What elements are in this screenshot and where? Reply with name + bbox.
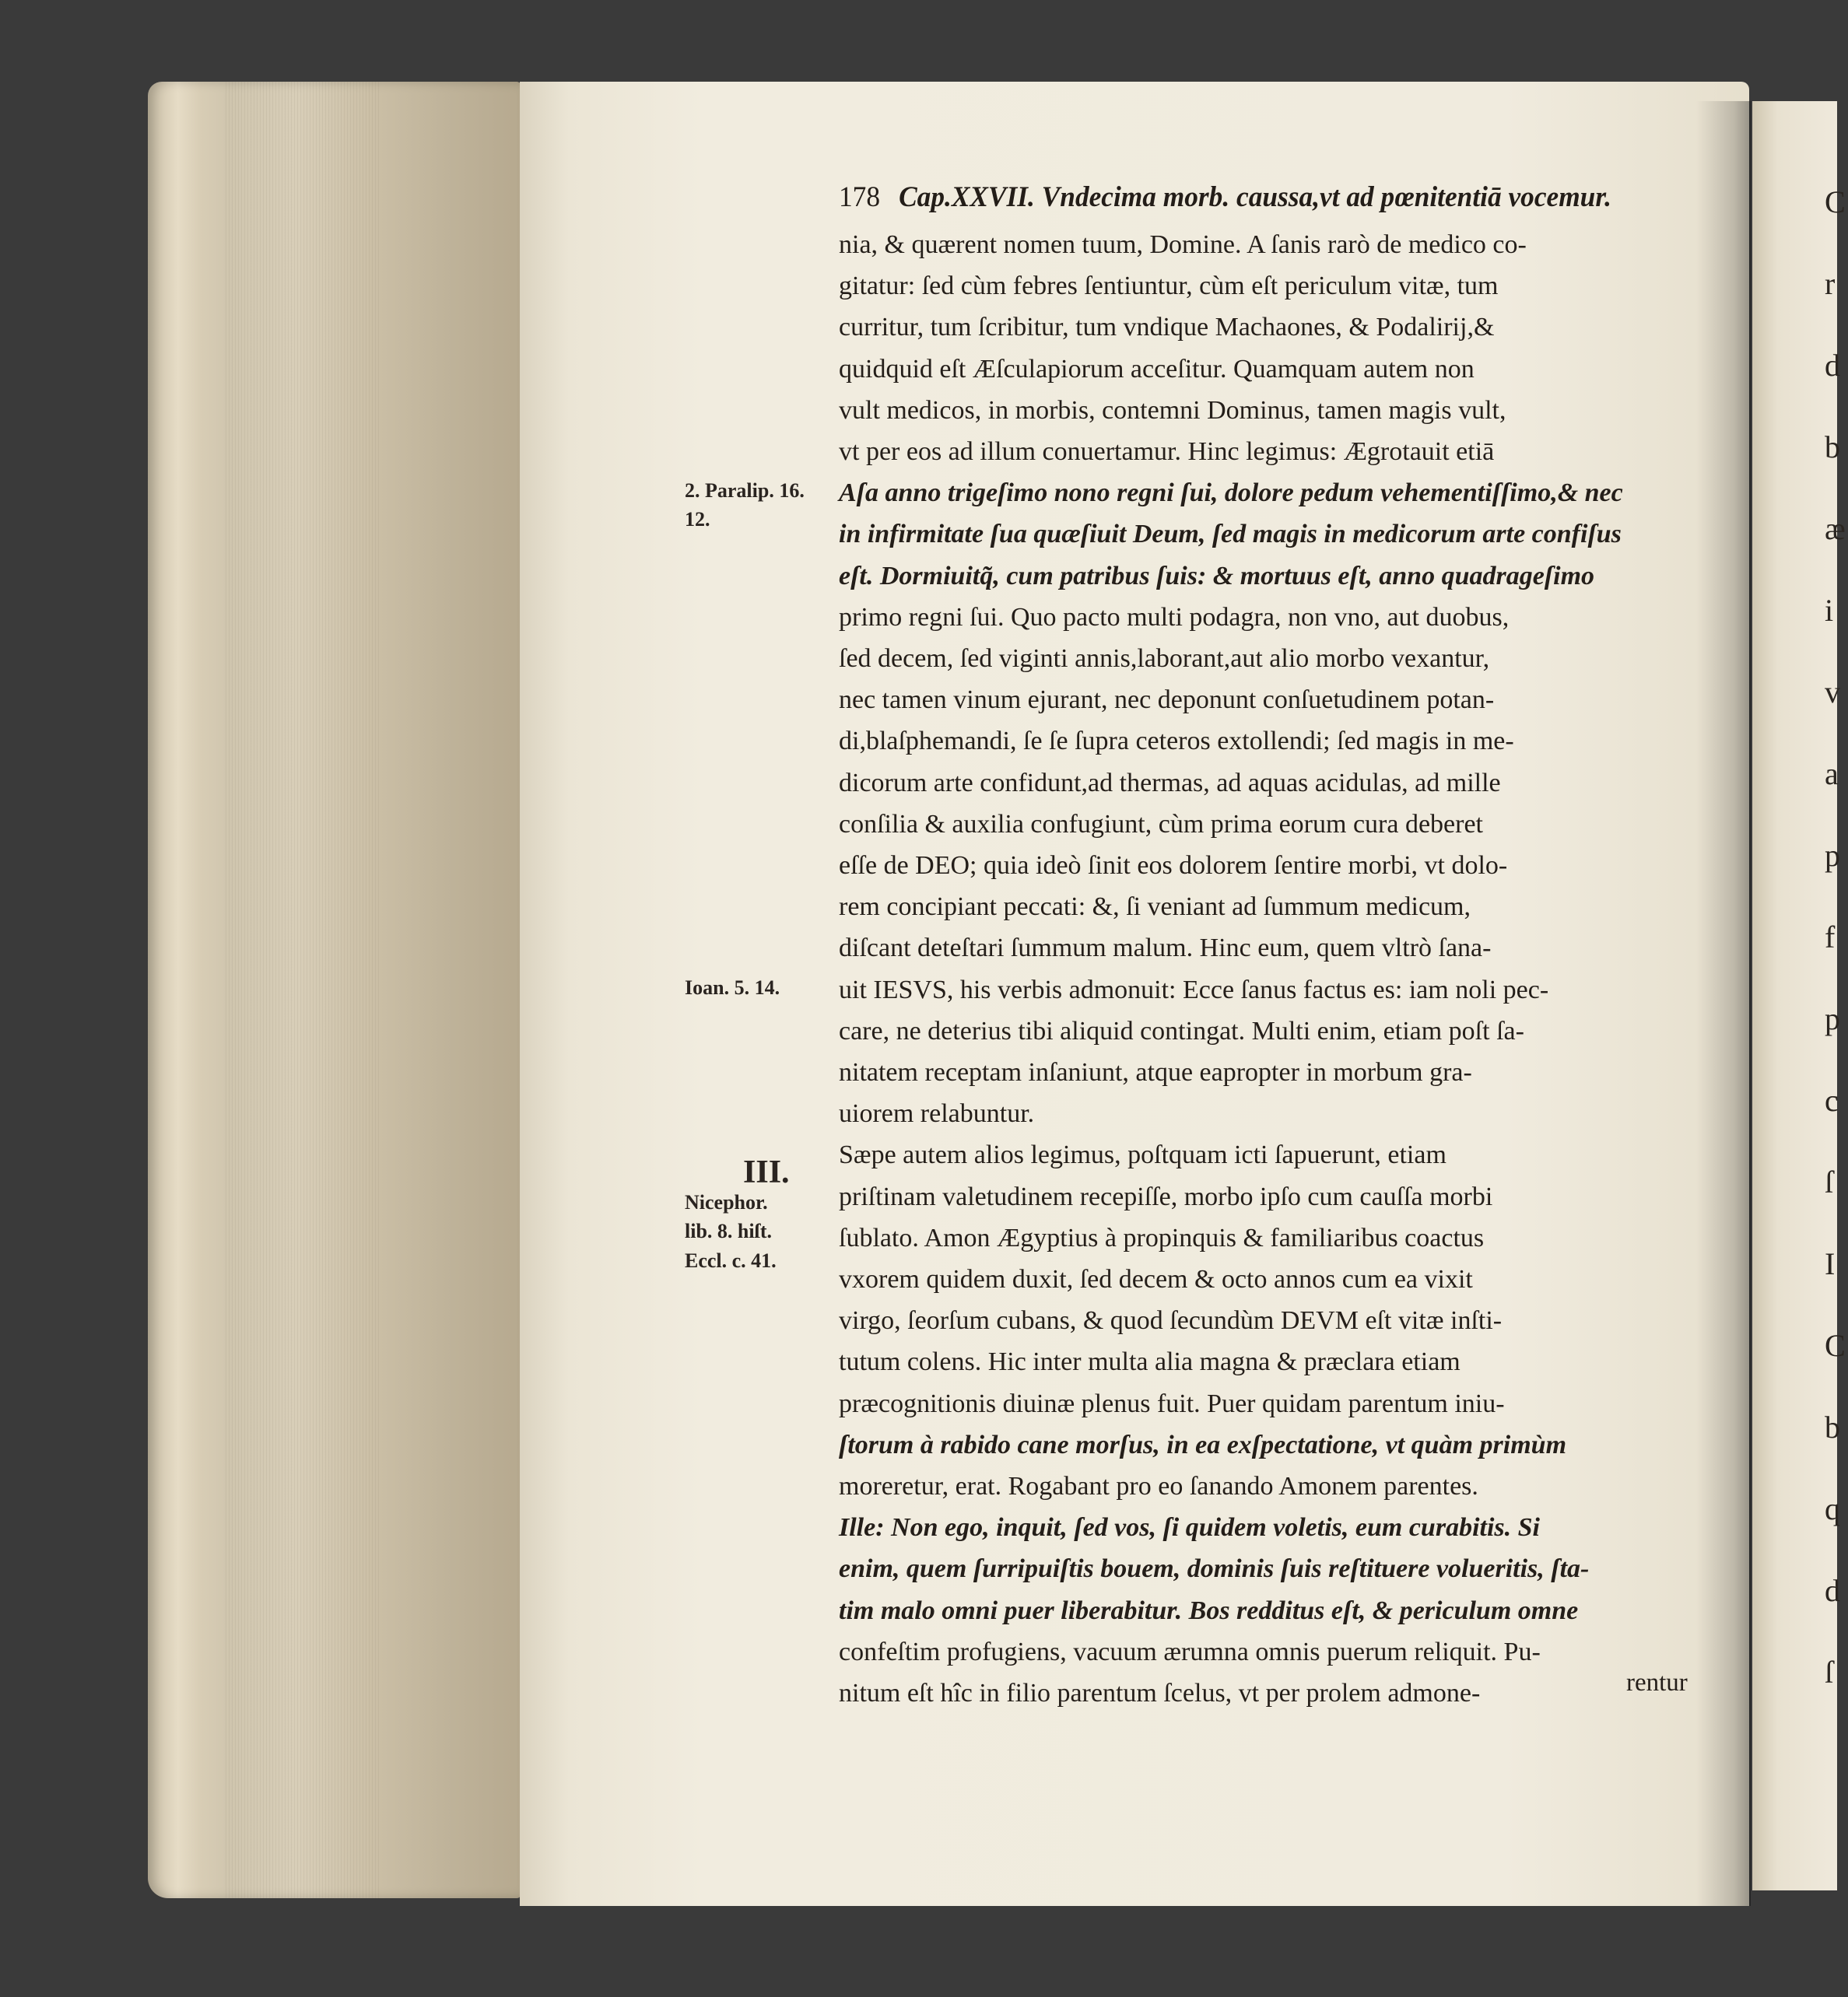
text-line: uiorem relabuntur. [839, 1099, 1035, 1129]
text-line: dicorum arte confidunt,ad thermas, ad aquas acidulas, ad mille [839, 768, 1501, 797]
text-line: vult medicos, in morbis, contemni Dominus, tamen magis vult, [839, 395, 1506, 425]
facing-page-glyph: i [1825, 593, 1834, 628]
facing-page-glyph: I [1825, 1246, 1836, 1281]
text-line: in infirmitate ſua quæſiuit Deum, ſed magis in medicorum arte confiſus [839, 520, 1622, 549]
facing-page-glyph: æ [1825, 511, 1846, 546]
text-line: curritur, tum ſcribitur, tum vndique Machaones, & Podalirij,& [839, 313, 1495, 342]
facing-page-glyph: p [1825, 838, 1840, 873]
text-line: diſcant deteſtari ſummum malum. Hinc eum, quem vltrò ſana- [839, 934, 1492, 963]
text-line: ſtorum à rabido cane morſus, in ea exſpectatione, vt quàm primùm [839, 1430, 1567, 1459]
text-line: ſublato. Amon Ægyptius à propinquis & familiaribus coactus [839, 1223, 1485, 1253]
text-line: conſilia & auxilia confugiunt, cùm prima eorum cura deberet [839, 809, 1483, 839]
margin-note: 2. Paralip. 16. [685, 479, 805, 503]
text-line: enim, quem ſurripuiſtis bouem, dominis ſuis reſtituere volueritis, ſta- [839, 1554, 1590, 1584]
margin-note: III. [743, 1154, 790, 1191]
facing-page-glyph: p [1825, 1001, 1840, 1036]
running-header [839, 180, 1716, 214]
text-line: care, ne deterius tibi aliquid contingat. Multi enim, etiam poſt ſa- [839, 1016, 1524, 1046]
facing-page-glyph: ſ [1825, 1165, 1834, 1200]
text-line: nec tamen vinum ejurant, nec deponunt conſuetudinem potan- [839, 685, 1495, 715]
text-line: rem concipiant peccati: &, ſi veniant ad ſummum medicum, [839, 892, 1471, 922]
facing-page-glyph: q [1825, 1491, 1840, 1526]
text-line: di,blaſphemandi, ſe ſe ſupra ceteros extollendi; ſed magis in me- [839, 727, 1514, 756]
text-line: nitum eſt hîc in filio parentum ſcelus, vt per prolem admone- [839, 1679, 1481, 1708]
text-line: nitatem receptam inſaniunt, atque eapropter in morbum gra- [839, 1058, 1472, 1087]
margin-note: Eccl. c. 41. [685, 1249, 777, 1272]
facing-page-glyph: d [1825, 1573, 1840, 1608]
text-line: uit IESVS, his verbis admonuit: Ecce ſanus factus es: iam noli pec- [839, 975, 1549, 1004]
text-line: præcognitionis diuinæ plenus fuit. Puer quidam parentum iniu- [839, 1389, 1505, 1418]
text-line: tim malo omni puer liberabitur. Bos redditus eſt, & periculum omne [839, 1596, 1579, 1625]
text-line: priſtinam valetudinem recepiſſe, morbo ipſo cum cauſſa morbi [839, 1182, 1493, 1211]
facing-page-glyph: c [1825, 1083, 1839, 1118]
facing-page-glyph: b [1825, 429, 1840, 464]
running-head-title: Cap.XXVII. Vndecima morb. caussa,vt ad pœnitentiā vocemur. [899, 181, 1611, 213]
book-page-edges [148, 82, 521, 1898]
margin-note: Nicephor. [685, 1191, 768, 1214]
catchword: rentur [1626, 1669, 1688, 1697]
facing-page-glyph: d [1825, 348, 1840, 383]
text-line: ſed decem, ſed viginti annis,laborant,aut alio morbo vexantur, [839, 644, 1490, 673]
text-line: Aſa anno trigeſimo nono regni ſui, dolore pedum vehementiſſimo,& nec [839, 478, 1623, 508]
margin-note: 12. [685, 508, 710, 531]
facing-page-glyph: ſ [1825, 1655, 1834, 1690]
facing-page-glyph: a [1825, 756, 1839, 791]
text-line: virgo, ſeorſum cubans, & quod ſecundùm DEVM eſt vitæ inſti- [839, 1306, 1503, 1336]
facing-page-glyph: r [1825, 266, 1836, 301]
margin-note: Ioan. 5. 14. [685, 976, 780, 999]
text-line: confeſtim profugiens, vacuum ærumna omnis puerum reliquit. Pu- [839, 1637, 1541, 1666]
facing-page-glyph: C [1825, 184, 1846, 219]
text-line: nia, & quærent nomen tuum, Domine. A ſanis rarò de medico co- [839, 230, 1527, 259]
text-line: quidquid eſt Æſculapiorum acceſitur. Quamquam autem non [839, 354, 1475, 384]
text-line: moreretur, erat. Rogabant pro eo ſanando Amonem parentes. [839, 1472, 1478, 1501]
text-line: vxorem quidem duxit, ſed decem & octo annos cum ea vixit [839, 1265, 1473, 1294]
facing-page-glyph: f [1825, 920, 1836, 955]
text-line: Sæpe autem alios legimus, poſtquam icti ſapuerunt, etiam [839, 1140, 1446, 1170]
margin-note: lib. 8. hiſt. [685, 1220, 772, 1243]
text-line: eſt. Dormiuitq̃, cum patribus ſuis: & mortuus eſt, anno quadrageſimo [839, 561, 1595, 590]
text-line: tutum colens. Hic inter multa alia magna & præclara etiam [839, 1347, 1461, 1377]
text-line: eſſe de DEO; quia ideò ſinit eos dolorem ſentire morbi, vt dolo- [839, 851, 1508, 880]
gutter-shadow [1696, 101, 1751, 1906]
text-line: gitatur: ſed cùm febres ſentiuntur, cùm eſt periculum vitæ, tum [839, 272, 1499, 301]
page-number: 178 [839, 181, 881, 213]
text-line: primo regni ſui. Quo pacto multi podagra, non vno, aut duobus, [839, 602, 1510, 632]
text-line: Ille: Non ego, inquit, ſed vos, ſi quidem voletis, eum curabitis. Si [839, 1513, 1540, 1543]
text-line: vt per eos ad illum conuertamur. Hinc legimus: Ægrotauit etiā [839, 437, 1495, 466]
facing-page-glyph: v [1825, 674, 1840, 709]
facing-page-glyph: b [1825, 1410, 1840, 1445]
facing-page-glyph: C [1825, 1328, 1846, 1363]
